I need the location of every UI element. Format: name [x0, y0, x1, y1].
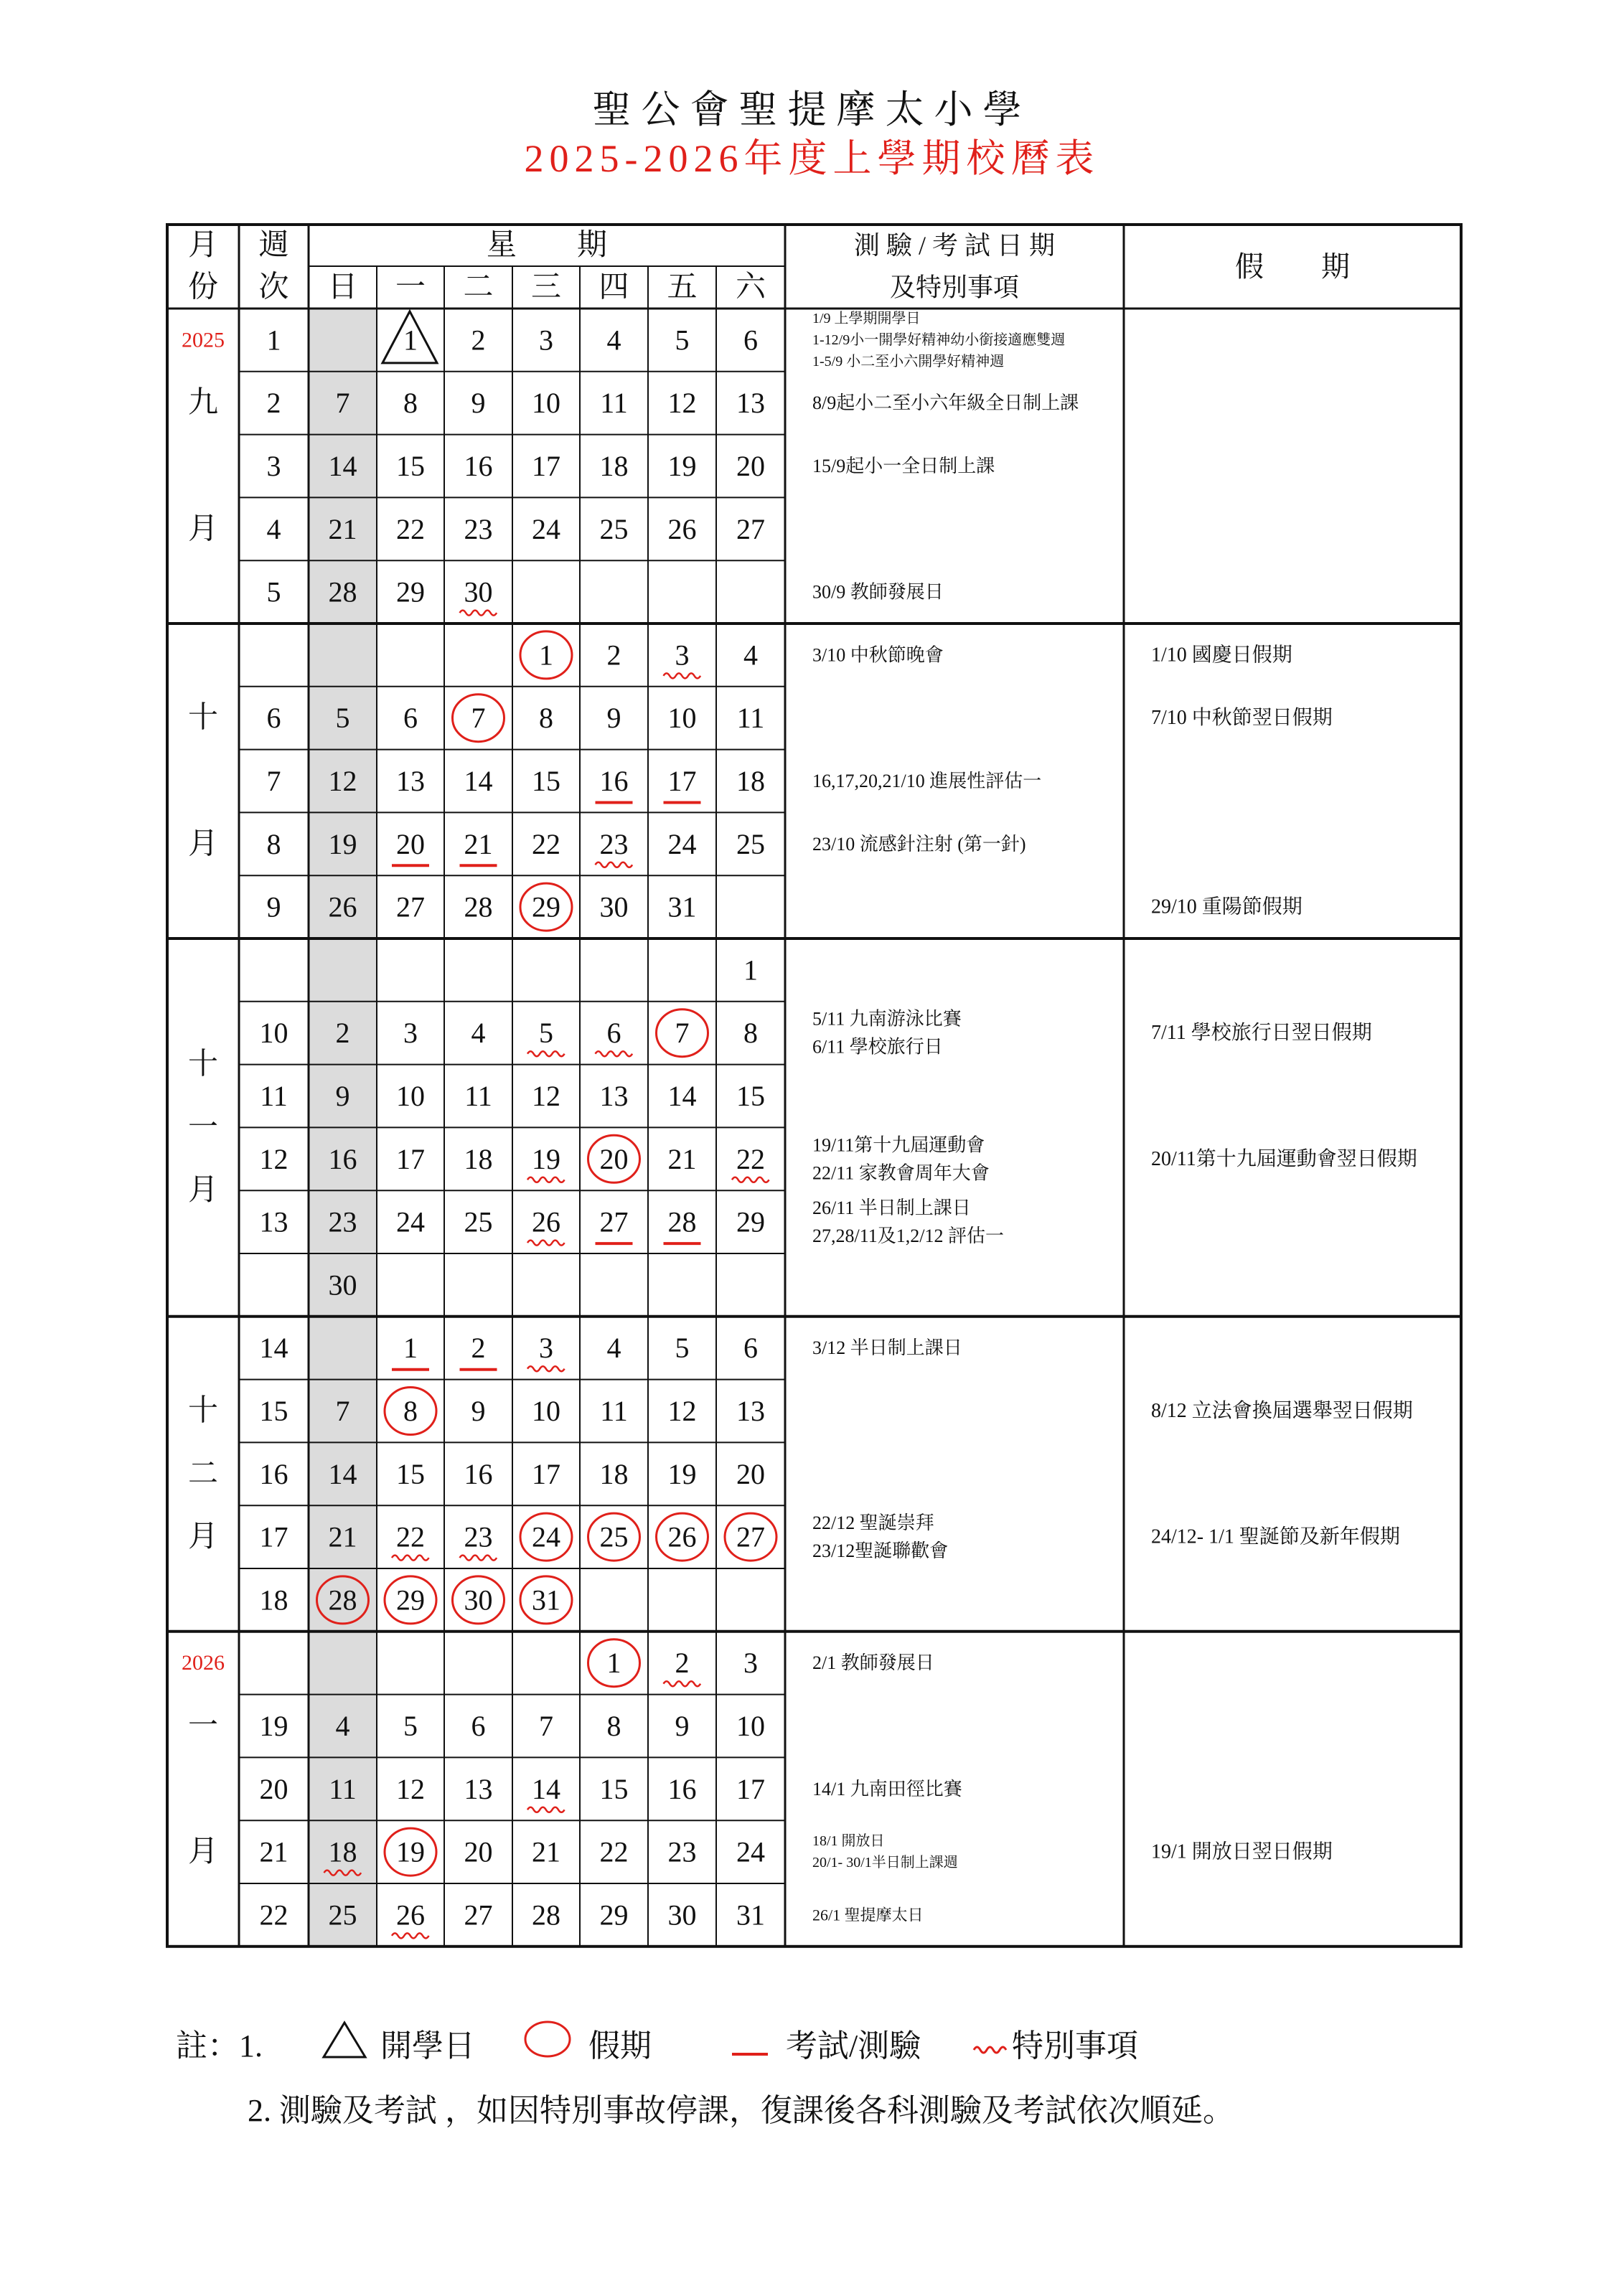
day-number: 15: [599, 1772, 629, 1805]
day-number: 4: [743, 639, 758, 672]
legend-note-2: 2. 測驗及考試 ，如因特別事故停課，復課後各科測驗及考試依次順延。: [248, 2093, 1234, 2128]
day-number: 29: [736, 1205, 765, 1238]
day-number: 9: [675, 1710, 690, 1742]
day-number: 15: [396, 450, 425, 482]
week-number: 4: [266, 512, 281, 545]
day-number: 20: [396, 827, 425, 860]
day-number: 16: [599, 765, 629, 797]
day-number: 19: [328, 827, 357, 860]
day-number: 19: [396, 1835, 425, 1868]
day-number: 4: [471, 1017, 486, 1050]
day-number: 18: [599, 1457, 629, 1490]
day-number: 26: [396, 1899, 425, 1932]
month-label: 月: [187, 827, 219, 861]
event-text: 19/11第十九屆運動會: [812, 1134, 985, 1156]
day-number: 23: [464, 512, 493, 545]
month-label: 月: [187, 512, 219, 546]
week-number: 18: [259, 1584, 288, 1617]
day-number: 13: [396, 765, 425, 797]
day-number: 23: [464, 1520, 493, 1553]
special-event-wave-marker: [392, 1933, 429, 1938]
week-number: 22: [259, 1899, 288, 1932]
events-header: 及特別事項: [889, 273, 1020, 302]
day-number: 27: [396, 890, 425, 923]
event-text: 27,28/11及1,2/12 評估一: [812, 1225, 1004, 1247]
day-number: 25: [599, 512, 629, 545]
day-number: 9: [471, 1395, 486, 1427]
holiday-text: 7/11 學校旅行日翌日假期: [1151, 1022, 1372, 1045]
month-label: 月: [187, 1520, 219, 1554]
day-number: 7: [335, 1395, 350, 1427]
calendar-title: 2025-2026年度上學期校曆表: [524, 137, 1100, 180]
week-number: 8: [266, 827, 281, 860]
day-number: 3: [675, 639, 690, 672]
month-header: 月: [187, 229, 219, 262]
day-number: 1: [606, 1647, 621, 1680]
day-number: 30: [464, 575, 493, 608]
day-number: 7: [471, 702, 486, 735]
event-text: 14/1 九南田徑比賽: [812, 1778, 962, 1799]
day-number: 24: [532, 1520, 560, 1553]
month-label: 一: [187, 1111, 219, 1144]
day-number: 11: [600, 387, 628, 420]
month-label: 十: [187, 1394, 219, 1428]
day-number: 20: [599, 1142, 629, 1175]
day-number: 24: [667, 827, 697, 860]
day-number: 19: [667, 1457, 697, 1490]
year-label: 2026: [182, 1651, 225, 1675]
week-number: 5: [266, 575, 281, 608]
day-number: 31: [667, 890, 697, 923]
day-number: 1: [743, 954, 758, 987]
event-text: 18/1 開放日: [812, 1833, 885, 1850]
week-number: 10: [259, 1017, 288, 1050]
year-label: 2025: [182, 328, 225, 352]
day-number: 8: [606, 1710, 621, 1742]
day-number: 9: [606, 702, 621, 735]
week-number: 21: [259, 1835, 288, 1868]
day-number: 2: [606, 639, 621, 672]
holiday-text: 20/11第十九屆運動會翌日假期: [1151, 1147, 1417, 1170]
special-event-wave-marker: [460, 1556, 497, 1561]
week-header: 週: [258, 229, 289, 262]
day-number: 7: [675, 1017, 690, 1050]
week-number: 13: [259, 1205, 288, 1238]
day-number: 30: [599, 890, 629, 923]
day-number: 15: [532, 765, 560, 797]
triangle-icon: [319, 2020, 370, 2063]
day-number: 6: [743, 1332, 758, 1365]
event-text: 22/11 家教會周年大會: [812, 1162, 990, 1184]
day-number: 5: [675, 1332, 690, 1365]
day-number: 12: [396, 1772, 425, 1805]
event-text: 26/1 聖提摩太日: [812, 1906, 924, 1924]
day-number: 31: [532, 1584, 560, 1617]
day-number: 30: [464, 1584, 493, 1617]
month-label: 二: [187, 1457, 219, 1491]
weekday-header: 一: [395, 270, 426, 304]
event-text: 8/9起小二至小六年級全日制上課: [812, 392, 1079, 414]
special-event-wave-marker: [527, 1241, 565, 1246]
event-text: 26/11 半日制上課日: [812, 1198, 971, 1219]
event-text: 3/10 中秋節晚會: [812, 644, 944, 666]
day-number: 21: [532, 1835, 560, 1868]
day-number: 20: [736, 1457, 765, 1490]
holiday-text: 7/10 中秋節翌日假期: [1151, 707, 1333, 730]
day-number: 25: [328, 1899, 357, 1932]
day-number: 5: [403, 1710, 418, 1742]
holiday-text: 19/1 開放日翌日假期: [1151, 1840, 1333, 1863]
week-number: 3: [266, 450, 281, 482]
special-event-wave-marker: [527, 1366, 565, 1371]
month-label: 月: [187, 1174, 219, 1208]
day-number: 23: [599, 827, 629, 860]
special-event-wave-marker: [527, 1807, 565, 1812]
day-number: 14: [464, 765, 493, 797]
special-event-wave-marker: [527, 1177, 565, 1182]
day-number: 16: [464, 450, 493, 482]
event-text: 23/12聖誕聯歡會: [812, 1540, 949, 1562]
day-number: 21: [328, 512, 357, 545]
day-number: 8: [539, 702, 553, 735]
week-number: 20: [259, 1772, 288, 1805]
day-number: 24: [736, 1835, 765, 1868]
day-number: 1: [403, 324, 418, 357]
day-number: 14: [328, 1457, 357, 1490]
day-number: 28: [328, 575, 357, 608]
day-number: 14: [328, 450, 357, 482]
month-label: 十: [187, 1048, 219, 1081]
weekday-header: 五: [667, 270, 698, 304]
day-number: 23: [328, 1205, 357, 1238]
day-number: 9: [471, 387, 486, 420]
day-number: 6: [471, 1710, 486, 1742]
day-number: 21: [464, 827, 493, 860]
day-number: 3: [539, 1332, 553, 1365]
holidays-header: 假 期: [1235, 250, 1350, 283]
event-text: 2/1 教師發展日: [812, 1652, 934, 1674]
day-number: 14: [532, 1772, 560, 1805]
day-number: 27: [736, 1520, 765, 1553]
wave-icon: [972, 2020, 1015, 2063]
day-number: 22: [532, 827, 560, 860]
day-number: 13: [736, 1395, 765, 1427]
month-header: 份: [187, 270, 219, 304]
event-text: 1-5/9 小二至小六開學好精神週: [812, 353, 1005, 370]
day-number: 13: [464, 1772, 493, 1805]
day-number: 31: [736, 1899, 765, 1932]
day-number: 27: [464, 1899, 493, 1932]
special-event-wave-marker: [664, 1681, 701, 1686]
day-number: 28: [532, 1899, 560, 1932]
month-label: 九: [187, 386, 219, 420]
day-number: 5: [539, 1017, 553, 1050]
day-number: 5: [675, 324, 690, 357]
day-number: 17: [532, 450, 560, 482]
day-number: 26: [532, 1205, 560, 1238]
day-number: 23: [667, 1835, 697, 1868]
week-number: 12: [259, 1142, 288, 1175]
weekday-header: 三: [530, 270, 562, 304]
holiday-text: 24/12- 1/1 聖誕節及新年假期: [1151, 1525, 1400, 1548]
day-number: 19: [532, 1142, 560, 1175]
event-text: 22/12 聖誕崇拜: [812, 1512, 934, 1534]
week-number: 6: [266, 702, 281, 735]
school-name: 聖公會聖提摩太小學: [592, 88, 1032, 131]
day-number: 2: [335, 1017, 350, 1050]
day-number: 8: [743, 1017, 758, 1050]
day-number: 5: [335, 702, 350, 735]
day-number: 24: [532, 512, 560, 545]
legend-special-label: 特別事項: [1012, 2028, 1138, 2064]
event-text: 20/1- 30/1半日制上課週: [812, 1855, 958, 1871]
day-number: 13: [599, 1080, 629, 1112]
legend-holiday-label: 假期: [588, 2028, 652, 2064]
day-number: 4: [606, 1332, 621, 1365]
week-number: 9: [266, 890, 281, 923]
day-number: 7: [539, 1710, 553, 1742]
day-number: 11: [600, 1395, 628, 1427]
day-number: 3: [403, 1017, 418, 1050]
day-number: 12: [328, 765, 357, 797]
weekday-header: 日: [327, 270, 358, 304]
day-number: 16: [464, 1457, 493, 1490]
day-number: 12: [532, 1080, 560, 1112]
day-number: 27: [736, 512, 765, 545]
day-number: 26: [667, 512, 697, 545]
day-number: 18: [599, 450, 629, 482]
day-number: 28: [328, 1584, 357, 1617]
event-text: 15/9起小一全日制上課: [812, 456, 995, 476]
week-number: 7: [266, 765, 281, 797]
event-text: 3/12 半日制上課日: [812, 1337, 962, 1359]
legend-opening-day-label: 開學日: [380, 2028, 475, 2064]
event-text: 6/11 學校旅行日: [812, 1036, 943, 1058]
event-text: 23/10 流感針注射 (第一針): [812, 833, 1026, 855]
day-number: 26: [328, 890, 357, 923]
month-label: 十: [187, 701, 219, 735]
day-number: 22: [599, 1835, 629, 1868]
day-number: 16: [667, 1772, 697, 1805]
day-number: 19: [667, 450, 697, 482]
event-text: 1-12/9小一開學好精神幼小銜接適應雙週: [812, 331, 1066, 348]
day-number: 15: [736, 1080, 765, 1112]
day-number: 1: [403, 1332, 418, 1365]
day-number: 22: [736, 1142, 765, 1175]
week-number: 15: [259, 1395, 288, 1427]
day-number: 7: [335, 387, 350, 420]
day-number: 12: [667, 387, 697, 420]
day-number: 4: [606, 324, 621, 357]
day-number: 15: [396, 1457, 425, 1490]
day-number: 29: [532, 890, 560, 923]
day-number: 17: [736, 1772, 765, 1805]
day-number: 10: [667, 702, 697, 735]
events-header: 測 驗 / 考 試 日 期: [853, 231, 1056, 260]
day-number: 3: [539, 324, 553, 357]
day-number: 21: [328, 1520, 357, 1553]
day-number: 25: [599, 1520, 629, 1553]
event-text: 1/9 上學期開學日: [812, 310, 921, 326]
week-number: 11: [260, 1080, 288, 1112]
week-number: 2: [266, 387, 281, 420]
day-number: 27: [599, 1205, 629, 1238]
day-number: 30: [667, 1899, 697, 1932]
day-number: 18: [736, 765, 765, 797]
day-number: 2: [471, 1332, 486, 1365]
day-number: 22: [396, 1520, 425, 1553]
day-number: 10: [736, 1710, 765, 1742]
weekday-group-header: 星 期: [486, 229, 608, 262]
special-event-wave-marker: [596, 1051, 633, 1056]
day-number: 11: [736, 702, 765, 735]
special-event-wave-marker: [460, 611, 497, 616]
week-number: 19: [259, 1710, 288, 1742]
day-number: 2: [675, 1647, 690, 1680]
day-number: 8: [403, 387, 418, 420]
day-number: 11: [464, 1080, 492, 1112]
day-number: 16: [328, 1142, 357, 1175]
week-number: 1: [266, 324, 281, 357]
month-label: 一: [187, 1709, 219, 1743]
day-number: 1: [539, 639, 553, 672]
day-number: 29: [396, 575, 425, 608]
day-number: 17: [396, 1142, 425, 1175]
holiday-text: 1/10 國慶日假期: [1151, 644, 1292, 667]
week-number: 14: [259, 1332, 288, 1365]
day-number: 30: [328, 1269, 357, 1302]
day-number: 28: [667, 1205, 697, 1238]
week-number: 16: [259, 1457, 288, 1490]
day-number: 24: [396, 1205, 425, 1238]
week-header: 次: [258, 270, 289, 304]
legend-prefix: 註：1.: [176, 2028, 263, 2064]
day-number: 18: [328, 1835, 357, 1868]
special-event-wave-marker: [732, 1177, 769, 1182]
special-event-wave-marker: [392, 1556, 429, 1561]
legend-exam-label: 考試/測驗: [786, 2028, 921, 2064]
day-number: 22: [396, 512, 425, 545]
event-text: 30/9 教師發展日: [812, 581, 944, 603]
day-number: 18: [464, 1142, 493, 1175]
holiday-text: 29/10 重陽節假期: [1151, 895, 1303, 918]
day-number: 10: [532, 387, 560, 420]
day-number: 3: [743, 1647, 758, 1680]
day-number: 28: [464, 890, 493, 923]
day-number: 26: [667, 1520, 697, 1553]
day-number: 21: [667, 1142, 697, 1175]
day-number: 2: [471, 324, 486, 357]
event-text: 5/11 九南游泳比賽: [812, 1008, 962, 1030]
special-event-wave-marker: [596, 862, 633, 867]
special-event-wave-marker: [664, 673, 701, 678]
day-number: 17: [532, 1457, 560, 1490]
day-number: 11: [329, 1772, 357, 1805]
day-number: 4: [335, 1710, 350, 1742]
holiday-text: 8/12 立法會換屆選舉翌日假期: [1151, 1400, 1413, 1422]
day-number: 8: [403, 1395, 418, 1427]
month-label: 月: [187, 1835, 219, 1869]
underline-icon: [728, 2020, 771, 2063]
day-number: 13: [736, 387, 765, 420]
day-number: 25: [464, 1205, 493, 1238]
weekday-header: 二: [463, 270, 494, 304]
day-number: 9: [335, 1080, 350, 1112]
week-number: 17: [259, 1520, 288, 1553]
event-text: 16,17,20,21/10 進展性評估一: [812, 771, 1042, 791]
weekday-header: 六: [735, 270, 766, 304]
day-number: 10: [396, 1080, 425, 1112]
day-number: 29: [599, 1899, 629, 1932]
day-number: 20: [464, 1835, 493, 1868]
day-number: 6: [743, 324, 758, 357]
day-number: 10: [532, 1395, 560, 1427]
day-number: 17: [667, 765, 697, 797]
day-number: 6: [403, 702, 418, 735]
day-number: 25: [736, 827, 765, 860]
day-number: 29: [396, 1584, 425, 1617]
day-number: 12: [667, 1395, 697, 1427]
weekday-header: 四: [599, 270, 629, 304]
day-number: 14: [667, 1080, 697, 1112]
special-event-wave-marker: [527, 1051, 565, 1056]
day-number: 20: [736, 450, 765, 482]
circle-icon: [520, 2020, 578, 2063]
day-number: 6: [606, 1017, 621, 1050]
